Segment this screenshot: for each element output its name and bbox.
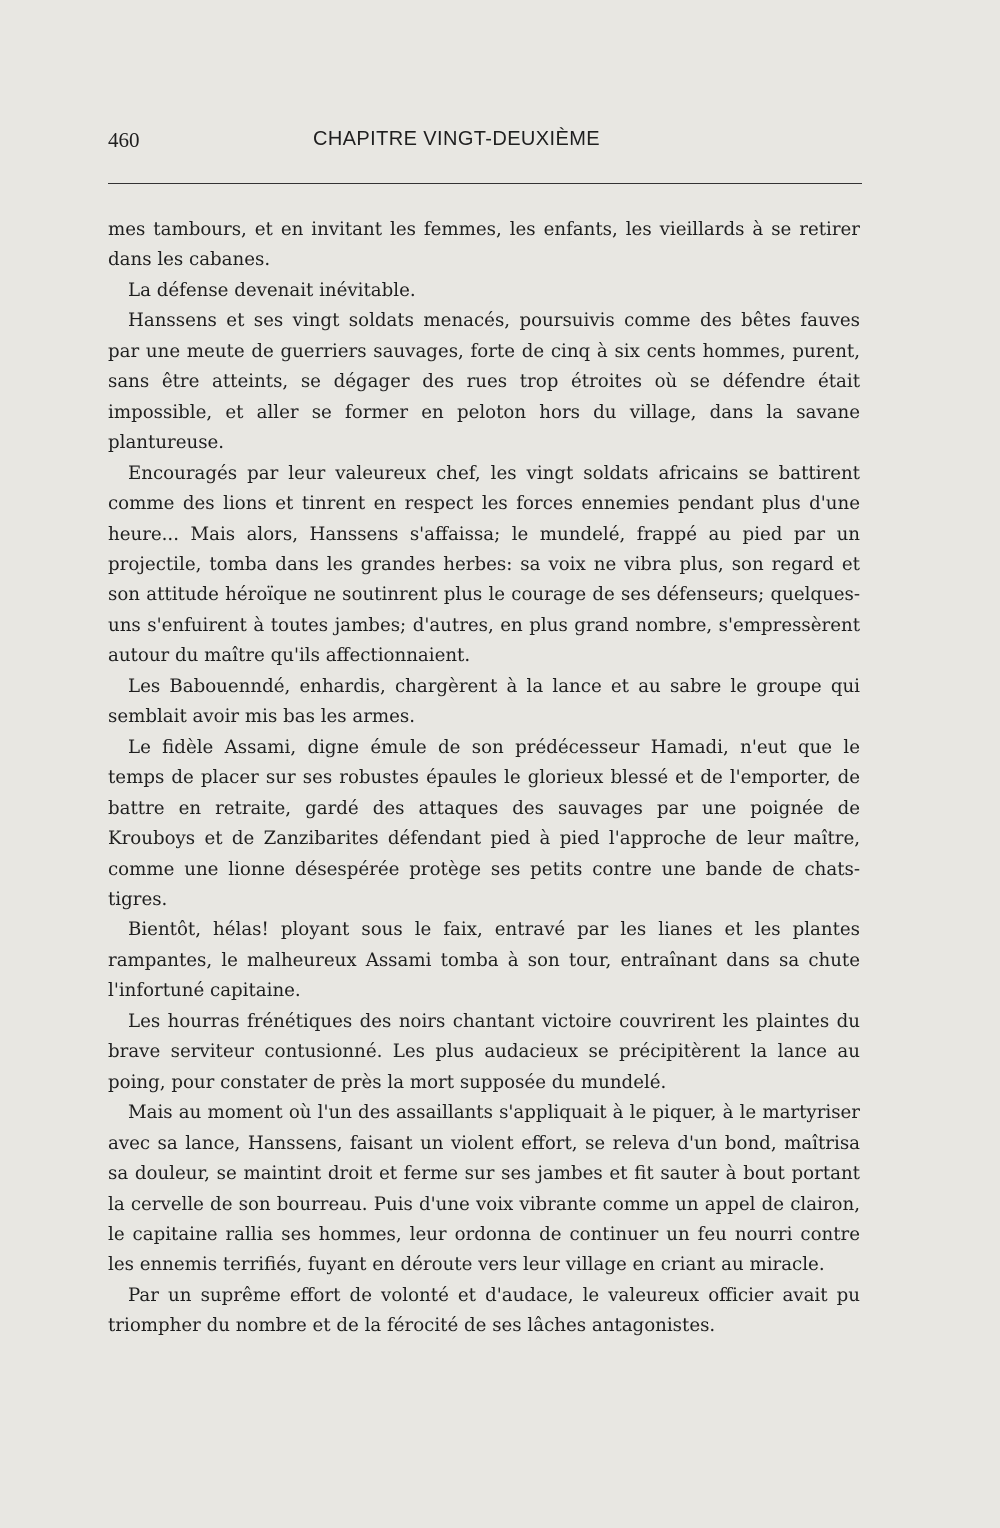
paragraph-continued: mes tambours, et en invitant les femmes, les enfants, les vieillards à se retirer dans les cabanes. (108, 219, 860, 271)
running-head (108, 124, 860, 158)
page-number: 460 (108, 128, 140, 152)
body-text (108, 215, 860, 1342)
header-rule (108, 183, 862, 184)
paragraph: Par un suprême effort de volonté et d'audace, le valeureux officier avait pu triompher du nombre et de la férocité de ses lâches antagonistes. (108, 1284, 860, 1337)
paragraph: Mais au moment où l'un des assaillants s'appliquait à le piquer, à le martyriser avec sa lance, Hanssens, faisant un violent effort, se releva d'un bond, maîtrisa sa douleur, se maintint droit et ferme sur ses jambes et fit sauter à bout portant la cervelle de son bourreau. Puis d'une voix vibrante comme un appel de clairon, le capitaine rallia ses hommes, leur ordonna de continuer un feu nourri contre les ennemis terrifiés, fuyant en déroute vers leur village en criant au miracle. (108, 1102, 860, 1276)
chapter-title: CHAPITRE VINGT-DEUXIÈME (313, 128, 601, 150)
paragraph: Encouragés par leur valeureux chef, les vingt soldats africains se battirent comme des lions et tinrent en respect les forces ennemies pendant plus d'une heure... Mais alors, Hanssens s'affaissa; le mundelé, frappé au pied par un projectile, tomba dans les grandes herbes: sa voix ne vibra plus, son regard et son attitude héroïque ne soutinrent plus le courage de ses défenseurs; quelques-uns s'enfuirent à toutes jambes; d'autres, en plus grand nombre, s'empressèrent autour du maître qu'ils affectionnaient. (108, 462, 860, 667)
paragraph: Les Babouenndé, enhardis, chargèrent à la lance et au sabre le groupe qui semblait avoir mis bas les armes. (108, 675, 860, 728)
paragraph: Bientôt, hélas! ployant sous le faix, entravé par les lianes et les plantes rampantes, le malheureux Assami tomba à son tour, entraînant dans sa chute l'infortuné capitaine. (108, 919, 860, 1002)
paragraph: La défense devenait inévitable. (128, 279, 416, 301)
paragraph: Hanssens et ses vingt soldats menacés, poursuivis comme des bêtes fauves par une meute de guerriers sauvages, forte de cinq à six cents hommes, purent, sans être atteints, se dégager des rues trop étroites où se défendre était impossible, et aller se former en peloton hors du village, dans la savane plantureuse. (108, 310, 860, 454)
paragraph: Le fidèle Assami, digne émule de son prédécesseur Hamadi, n'eut que le temps de placer sur ses robustes épaules le glorieux blessé et de l'emporter, de battre en retraite, gardé des attaques des sauvages par une poignée de Krouboys et de Zanzibarites défendant pied à pied l'approche de leur maître, comme une lionne désespérée protège ses petits contre une bande de chats-tigres. (108, 736, 860, 910)
paragraph: Les hourras frénétiques des noirs chantant victoire couvrirent les plaintes du brave serviteur contusionné. Les plus audacieux se précipitèrent la lance au poing, pour constater de près la mort supposée du mundelé. (108, 1010, 860, 1093)
